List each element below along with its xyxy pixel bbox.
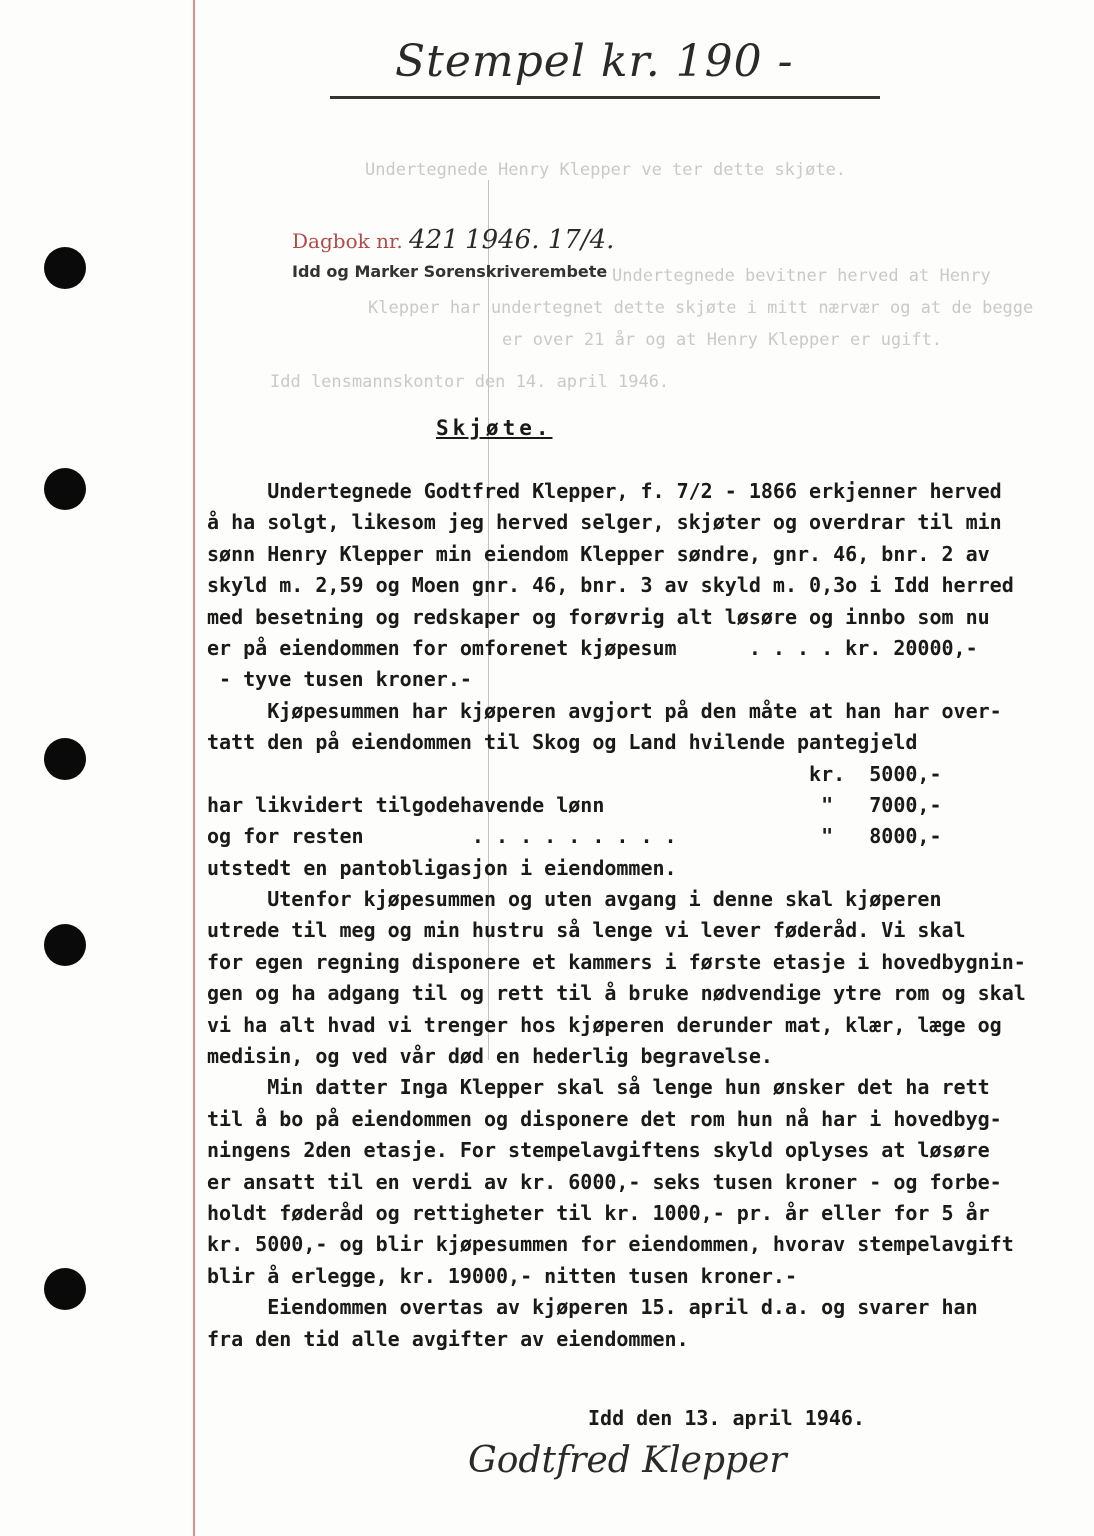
punch-hole — [44, 1268, 86, 1310]
body-line: gen og ha adgang til og rett til å bruke nødvendige ytre rom og skal — [207, 981, 1026, 1006]
body-line: Utenfor kjøpesummen og uten avgang i denne skal kjøperen — [207, 887, 942, 912]
body-line: - tyve tusen kroner.- — [207, 667, 472, 692]
dagbok-label: Dagbok nr. — [292, 229, 403, 253]
punch-hole — [44, 468, 86, 510]
bleed-through-text: Undertegnede bevitner herved at Henry — [612, 266, 991, 286]
body-line: utstedt en pantobligasjon i eiendommen. — [207, 855, 677, 880]
dagbok-date: 1946. 17/4. — [465, 225, 615, 255]
registration-stamp — [292, 225, 614, 255]
body-line: utrede til meg og min hustru så lenge vi lever føderåd. Vi skal — [207, 918, 966, 943]
body-line: kr. 5000,- og blir kjøpesummen for eiendommen, hvorav stempelavgift — [207, 1232, 1014, 1257]
body-line: og for resten . . . . . . . . . " 8000,- — [207, 824, 942, 849]
body-line: Min datter Inga Klepper skal så lenge hun ønsker det ha rett — [207, 1075, 990, 1100]
body-line: vi ha alt hvad vi trenger hos kjøperen derunder mat, klær, læge og — [207, 1012, 1002, 1037]
body-line: skyld m. 2,59 og Moen gnr. 46, bnr. 3 av skyld m. 0,3o i Idd herred — [207, 573, 1014, 598]
registry-office: Idd og Marker Sorenskriverembete — [292, 262, 608, 281]
bleed-through-text: Klepper har undertegnet dette skjøte i mitt nærvær og at de begge — [368, 298, 1034, 318]
dagbok-number: 421 — [409, 225, 459, 255]
punch-hole — [44, 247, 86, 289]
body-line: holdt føderåd og rettigheter til kr. 1000,- pr. år eller for 5 år — [207, 1200, 990, 1225]
body-line: kr. 5000,- — [207, 761, 942, 786]
margin-rule — [193, 0, 195, 1536]
body-line: å ha solgt, likesom jeg herved selger, skjøter og overdrar til min — [207, 510, 1002, 535]
signature: Godtfred Klepper — [468, 1440, 787, 1481]
body-line: for egen regning disponere et kammers i første etasje i hovedbygnin- — [207, 949, 1026, 974]
body-line: Undertegnede Godtfred Klepper, f. 7/2 - 1866 erkjenner herved — [207, 479, 1002, 503]
deed-body — [207, 476, 1077, 1355]
body-line: er på eiendommen for omforenet kjøpesum . . . . kr. 20000,- — [207, 635, 978, 660]
body-line: med besetning og redskaper og forøvrig alt løsøre og innbo som nu — [207, 604, 990, 629]
punch-hole — [44, 738, 86, 780]
bleed-through-text: Idd lensmannskontor den 14. april 1946. — [270, 372, 670, 392]
stamp-underline — [330, 96, 880, 99]
stamp-duty-note: Stempel kr. 190 - — [395, 36, 794, 87]
body-line: blir å erlegge, kr. 19000,- nitten tusen kroner.- — [207, 1263, 798, 1288]
punch-hole — [44, 924, 86, 966]
body-line: er ansatt til en verdi av kr. 6000,- seks tusen kroner - og forbe- — [207, 1169, 1002, 1194]
bleed-through-text: er over 21 år og at Henry Klepper er ugift. — [502, 330, 943, 350]
body-line: fra den tid alle avgifter av eiendommen. — [207, 1326, 689, 1351]
document-heading: Skjøte. — [436, 416, 553, 440]
body-line: Eiendommen overtas av kjøperen 15. april d.a. og svarer han — [207, 1295, 978, 1320]
body-line: til å bo på eiendommen og disponere det rom hun nå har i hovedbyg- — [207, 1106, 1002, 1131]
body-line: medisin, og ved vår død en hederlig begravelse. — [207, 1044, 773, 1069]
body-line: tatt den på eiendommen til Skog og Land hvilende pantegjeld — [207, 730, 918, 755]
body-line: Kjøpesummen har kjøperen avgjort på den måte at han har over- — [207, 698, 1002, 723]
body-line: sønn Henry Klepper min eiendom Klepper søndre, gnr. 46, bnr. 2 av — [207, 541, 990, 566]
body-line: har likvidert tilgodehavende lønn " 7000,- — [207, 792, 942, 817]
place-date: Idd den 13. april 1946. — [588, 1406, 865, 1430]
body-line: ningens 2den etasje. For stempelavgiftens skyld oplyses at løsøre — [207, 1138, 990, 1163]
bleed-through-text: Undertegnede Henry Klepper ve ter dette skjøte. — [365, 160, 847, 180]
